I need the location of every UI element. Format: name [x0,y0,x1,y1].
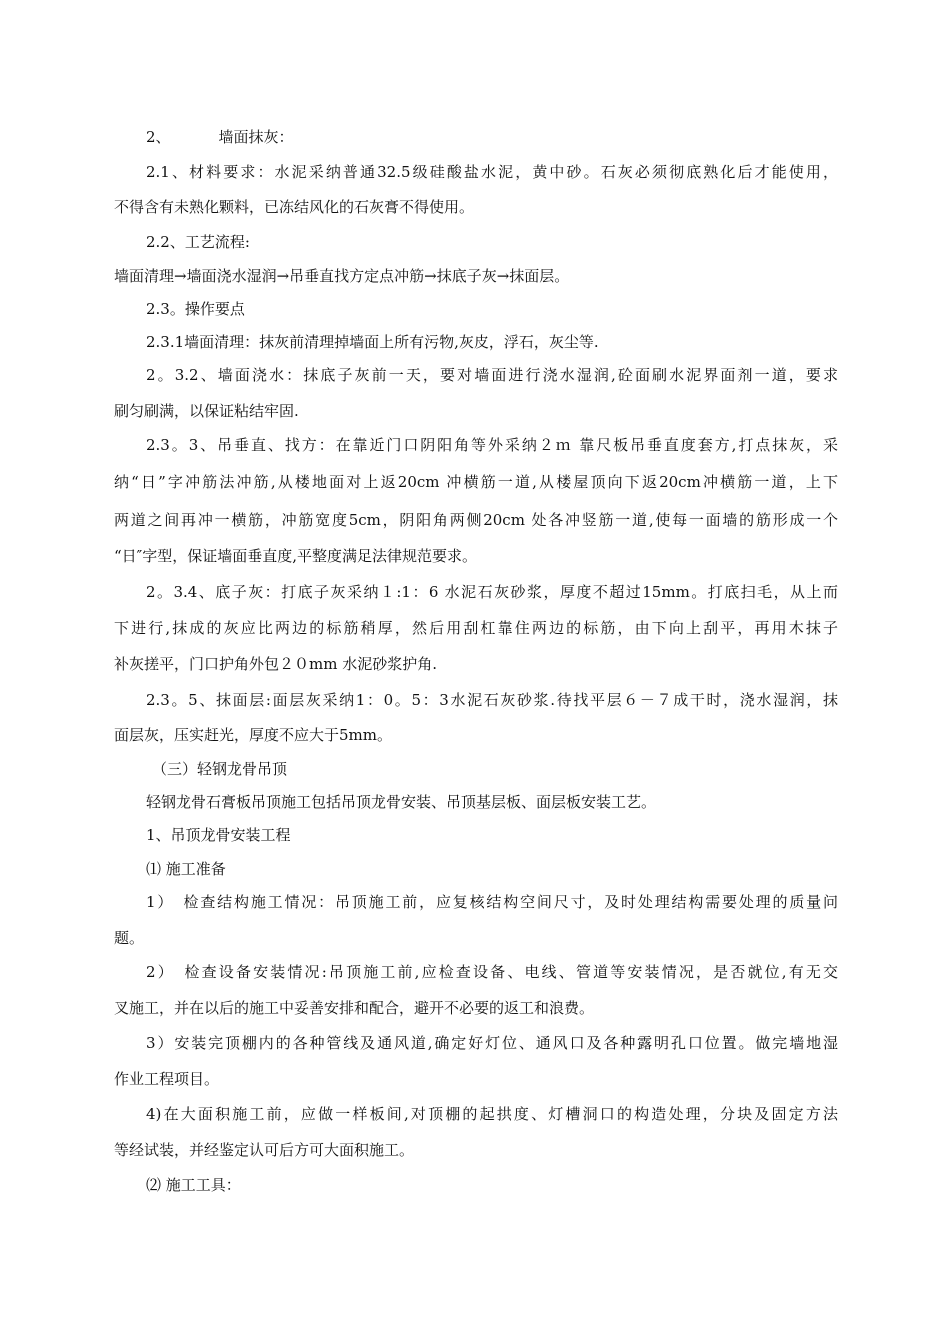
paragraph-line: 墙面清理→墙面浇水湿润→吊垂直找方定点冲筋→抹底子灰→抹面层。 [114,267,570,285]
paragraph-line: 作业工程项目。 [114,1070,220,1088]
paragraph-line: 2.3。5、抹面层:面层灰采纳1：0。5：3水泥石灰砂浆.待找平层６－７成干时，浇水湿润，抹 [146,691,838,709]
paragraph-line: 2。3.4、底子灰：打底子灰采纳１:1：6 水泥石灰砂浆，厚度不超过15mm。打底扫毛，从上而 [146,583,838,601]
paragraph-line: 下进行,抹成的灰应比两边的标筋稍厚，然后用刮杠靠住两边的标筋，由下向上刮平，再用木抹子 [114,619,838,637]
subheading: ⑴ 施工准备 [146,860,226,878]
paragraph-line: 题。 [114,929,145,947]
section-heading-wall-plastering [146,126,838,148]
subheading: ⑵ 施工工具： [146,1176,241,1194]
paragraph-line: 2.3.1墙面清理：抹灰前清理掉墙面上所有污物,灰皮，浮石，灰尘等. [146,333,599,351]
section-title: 墙面抹灰： [218,128,294,146]
paragraph-line: 2.3。3、吊垂直、找方：在靠近门口阴阳角等外采纳２ｍ 靠尺板吊垂直度套方,打点抹灰，采 [146,436,838,454]
paragraph-line: 2。3.2、墙面浇水：抹底子灰前一天，要对墙面进行浇水湿润,砼面刷水泥界面剂一道，要求 [146,366,838,384]
paragraph-line: 补灰搓平，门口护角外包２０mm 水泥砂浆护角. [114,655,437,673]
section-heading-light-steel-ceiling: （三）轻钢龙骨吊顶 [152,760,288,778]
paragraph-line: 2.1、材料要求：水泥采纳普通32.5级硅酸盐水泥，黄中砂。石灰必须彻底熟化后才能使用， [146,163,838,181]
paragraph-line: 纳“日”字冲筋法冲筋,从楼地面对上返20cm 冲横筋一道,从楼屋顶向下返20cm冲横筋一道，上下 [114,473,838,491]
subheading: 2.3。操作要点 [146,300,245,318]
section-number: 2、 [146,128,171,146]
subheading: 2.2、工艺流程: [146,233,250,251]
paragraph-line: 不得含有未熟化颗料，已冻结风化的石灰膏不得使用。 [114,198,475,216]
list-item-line: 4)在大面积施工前，应做一样板间,对顶棚的起拱度、灯槽洞口的构造处理，分块及固定方法 [146,1105,838,1123]
paragraph-line: 轻钢龙骨石膏板吊顶施工包括吊顶龙骨安装、吊顶基层板、面层板安装工艺。 [146,793,657,811]
subheading: 1、吊顶龙骨安装工程 [146,826,291,844]
list-item-line: 1） 检查结构施工情况：吊顶施工前，应复核结构空间尺寸，及时处理结构需要处理的质量问 [146,893,838,911]
paragraph-line: 刷匀刷满，以保证粘结牢固. [114,402,299,420]
list-item-line: 2） 检查设备安装情况:吊顶施工前,应检查设备、电线、管道等安装情况，是否就位,有无交 [146,963,838,981]
list-item-line: 3）安装完顶棚内的各种管线及通风道,确定好灯位、通风口及各种露明孔口位置。做完墙地湿 [146,1034,838,1052]
paragraph-line: “日″字型，保证墙面垂直度,平整度满足法律规范要求。 [114,547,478,565]
paragraph-line: 等经试装，并经鉴定认可后方可大面积施工。 [114,1141,415,1159]
paragraph-line: 面层灰，压实赶光，厚度不应大于5mm。 [114,726,392,744]
paragraph-line: 两道之间再冲一横筋，冲筋宽度5cm，阴阳角两侧20cm 处各冲竖筋一道,使每一面墙的筋形成一个 [114,511,838,529]
paragraph-line: 叉施工，并在以后的施工中妥善安排和配合，避开不必要的返工和浪费。 [114,999,595,1017]
